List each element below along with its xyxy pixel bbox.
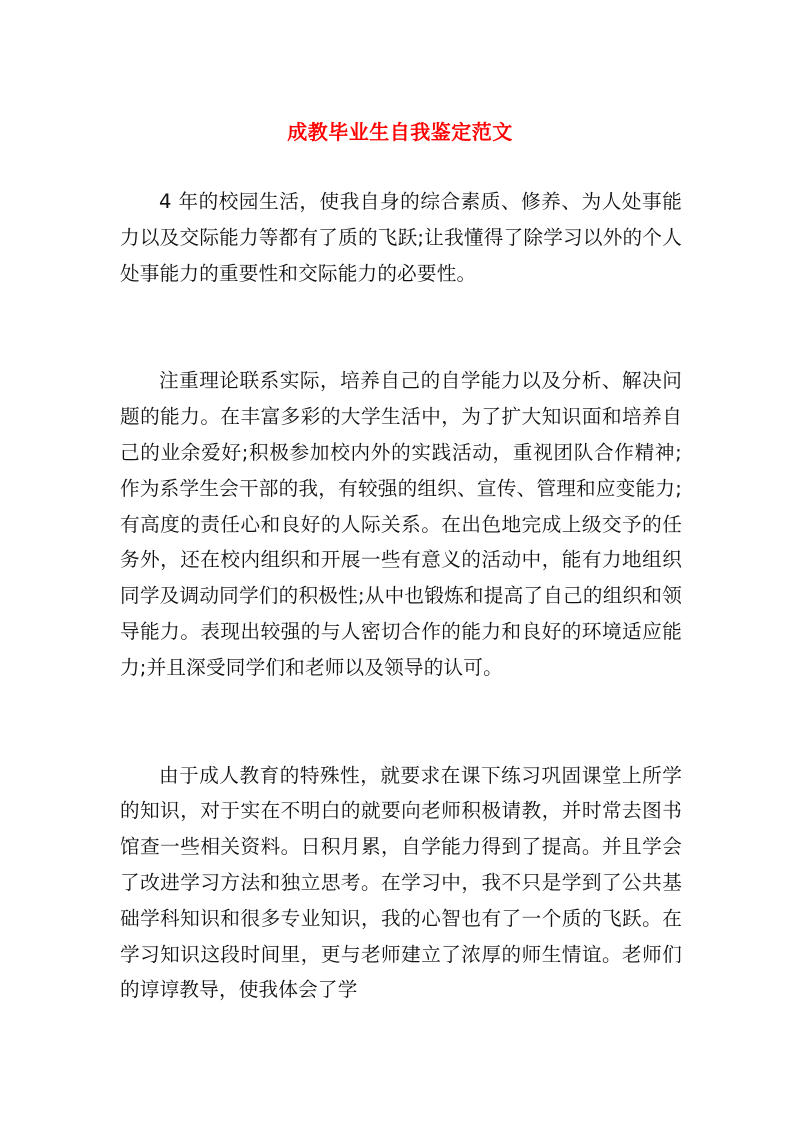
document-title: 成教毕业生自我鉴定范文 — [287, 120, 513, 145]
document-body — [120, 184, 682, 1080]
paragraph-2: 注重理论联系实际，培养自己的自学能力以及分析、解决问题的能力。在丰富多彩的大学生活中，为了扩大知识面和培养自己的业余爱好;积极参加校内外的实践活动，重视团队合作精神;作为系学生会干部的我，有较强的组织、宣传、管理和应变能力;有高度的责任心和良好的人际关系。在出色地完成上级交予的任务外，还在校内组织和开展一些有意义的活动中，能有力地组织同学及调动同学们的积极性;从中也锻炼和提高了自己的组织和领导能力。表现出较强的与人密切合作的能力和良好的环境适应能力;并且深受同学们和老师以及领导的认可。 — [120, 369, 682, 679]
paragraph-1: 4 年的校园生活，使我自身的综合素质、修养、为人处事能力以及交际能力等都有了质的飞跃;让我懂得了除学习以外的个人处事能力的重要性和交际能力的必要性。 — [120, 190, 682, 285]
paragraph-3: 由于成人教育的特殊性，就要求在课下练习巩固课堂上所学的知识，对于实在不明白的就要向老师积极请教，并时常去图书馆查一些相关资料。日积月累，自学能力得到了提高。并且学会了改进学习方法和独立思考。在学习中，我不只是学到了公共基础学科知识和很多专业知识，我的心智也有了一个质的飞跃。在学习知识这段时间里，更与老师建立了浓厚的师生情谊。老师们的谆谆教导，使我体会了学 — [120, 763, 682, 1002]
